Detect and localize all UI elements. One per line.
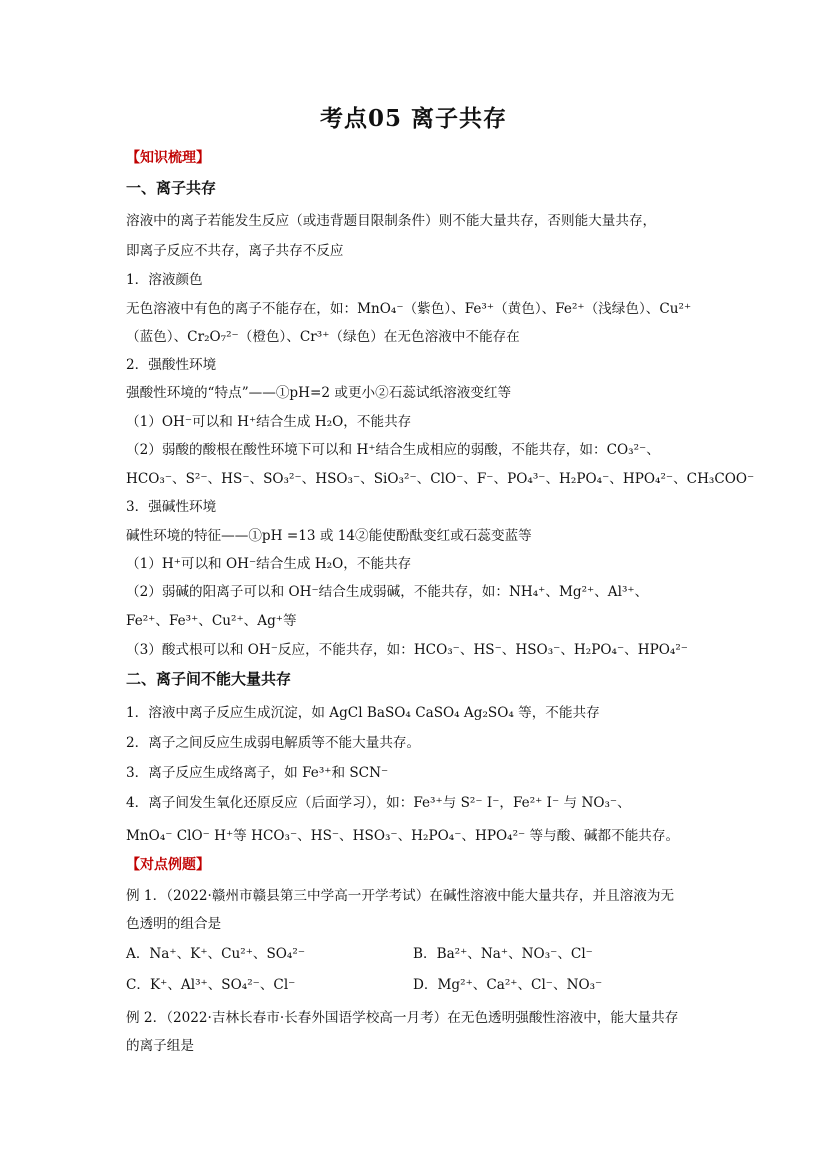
paragraph-line: Fe²⁺、Fe³⁺、Cu²⁺、Ag⁺等: [126, 613, 297, 629]
paragraph-line: （1）OH⁻可以和 H⁺结合生成 H₂O，不能共存: [126, 414, 412, 430]
paragraph-line: 1．溶液中离子反应生成沉淀，如 AgCl BaSO₄ CaSO₄ Ag₂SO₄ 等，不能共存: [126, 705, 600, 721]
page-title: 考点05 离子共存: [319, 105, 507, 132]
paragraph-line: 即离子反应不共存，离子共存不反应: [126, 243, 344, 259]
option-b[interactable]: B．Ba²⁺、Na⁺、NO₃⁻、Cl⁻: [413, 946, 593, 962]
paragraph-line: 3．离子反应生成络离子，如 Fe³⁺和 SCN⁻: [126, 765, 389, 781]
option-a[interactable]: A．Na⁺、K⁺、Cu²⁺、SO₄²⁻: [126, 946, 306, 962]
option-c[interactable]: C．K⁺、Al³⁺、SO₄²⁻、Cl⁻: [126, 977, 296, 993]
subheading-strong-base: 3．强碱性环境: [126, 499, 217, 515]
paragraph-line: （2）弱酸的酸根在酸性环境下可以和 H⁺结合生成相应的弱酸，不能共存，如：CO₃²⁻、: [126, 442, 660, 458]
paragraph-line: （1）H⁺可以和 OH⁻结合生成 H₂O，不能共存: [126, 556, 412, 572]
paragraph-line: 碱性环境的特征——①pH =13 或 14②能使酚酞变红或石蕊变蓝等: [126, 528, 532, 544]
question-2-stem: 例 2．（2022·吉林长春市·长春外国语学校高一月考）在无色透明强酸性溶液中，能大量共存: [126, 1010, 679, 1026]
question-2-stem: 的离子组是: [126, 1038, 194, 1054]
paragraph-line: （蓝色）、Cr₂O₇²⁻（橙色）、Cr³⁺（绿色）在无色溶液中不能存在: [126, 329, 520, 345]
subheading-strong-acid: 2．强酸性环境: [126, 357, 217, 373]
paragraph-line: HCO₃⁻、S²⁻、HS⁻、SO₃²⁻、HSO₃⁻、SiO₃²⁻、ClO⁻、F⁻、PO₄³⁻、H₂PO₄⁻、HPO₄²⁻、CH₃COO⁻: [126, 471, 755, 487]
paragraph-line: 2．离子之间反应生成弱电解质等不能大量共存。: [126, 735, 421, 751]
question-1-stem: 例 1．（2022·赣州市赣县第三中学高一开学考试）在碱性溶液中能大量共存，并且溶液为无: [126, 888, 675, 904]
paragraph-line: MnO₄⁻ ClO⁻ H⁺等 HCO₃⁻、HS⁻、HSO₃⁻、H₂PO₄⁻、HPO₄²⁻ 等与酸、碱都不能共存。: [126, 828, 680, 844]
paragraph-line: 溶液中的离子若能发生反应（或违背题目限制条件）则不能大量共存，否则能大量共存，: [126, 213, 657, 229]
question-1-stem: 色透明的组合是: [126, 916, 222, 932]
subheading-solution-color: 1．溶液颜色: [126, 272, 203, 288]
paragraph-line: （3）酸式根可以和 OH⁻反应，不能共存，如：HCO₃⁻、HS⁻、HSO₃⁻、H₂PO₄⁻、HPO₄²⁻: [126, 642, 688, 658]
option-d[interactable]: D．Mg²⁺、Ca²⁺、Cl⁻、NO₃⁻: [413, 977, 603, 993]
section-tag-examples: 【对点例题】: [126, 857, 210, 873]
paragraph-line: 4．离子间发生氧化还原反应（后面学习），如：Fe³⁺与 S²⁻ I⁻，Fe²⁺ I⁻ 与 NO₃⁻、: [126, 795, 631, 811]
section-tag-knowledge: 【知识梳理】: [126, 150, 210, 166]
heading-ion-coexistence: 一、离子共存: [126, 179, 217, 197]
heading-cannot-coexist: 二、离子间不能大量共存: [126, 670, 292, 688]
paragraph-line: 无色溶液中有色的离子不能存在，如：MnO₄⁻（紫色）、Fe³⁺（黄色）、Fe²⁺（浅绿色）、Cu²⁺: [126, 301, 692, 317]
paragraph-line: （2）弱碱的阳离子可以和 OH⁻结合生成弱碱，不能共存，如：NH₄⁺、Mg²⁺、Al³⁺、: [126, 584, 649, 600]
paragraph-line: 强酸性环境的“特点”——①pH=2 或更小②石蕊试纸溶液变红等: [126, 385, 512, 401]
